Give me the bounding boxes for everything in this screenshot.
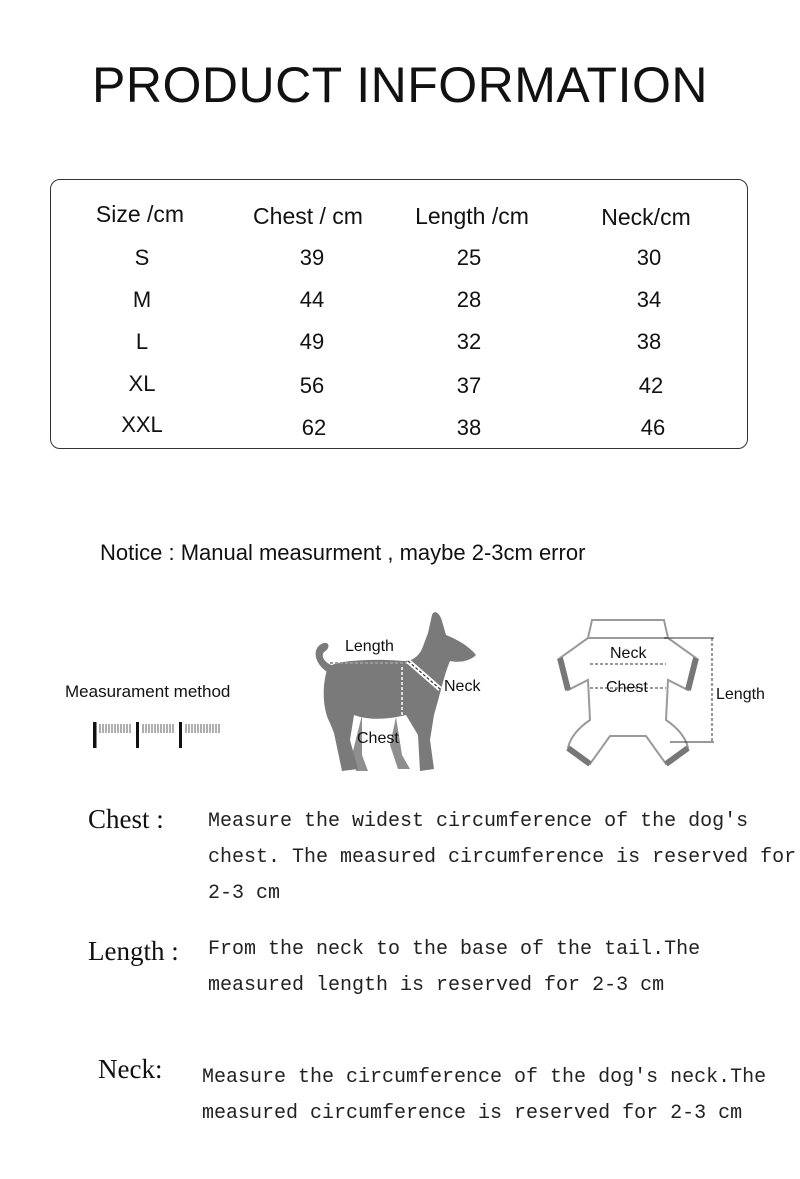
instruction-line: chest. The measured circumference is reserved for <box>208 846 797 869</box>
dog-length-label: Length <box>345 638 394 655</box>
instruction-line: measured length is reserved for 2-3 cm <box>208 974 665 997</box>
header-size: Size /cm <box>95 201 185 227</box>
instruction-desc-chest <box>208 804 796 912</box>
size-table <box>50 179 748 449</box>
cell-size: XL <box>128 371 156 396</box>
cell-neck: 46 <box>640 415 666 440</box>
instruction-term-chest: Chest : <box>88 804 164 834</box>
cell-neck: 38 <box>636 329 662 354</box>
instruction-line: measured circumference is reserved for 2-3 cm <box>202 1102 743 1125</box>
instruction-line: Measure the widest circumference of the dog's <box>208 810 749 833</box>
cell-length: 28 <box>456 287 482 312</box>
cell-length: 25 <box>456 245 482 270</box>
instruction-desc-length <box>208 932 700 1004</box>
cell-size: L <box>135 329 149 354</box>
header-length: Length /cm <box>415 203 529 229</box>
cell-neck: 30 <box>636 245 662 270</box>
cell-chest: 44 <box>299 287 325 312</box>
measurement-method-label: Measurament method <box>65 682 231 701</box>
dog-chest-label: Chest <box>357 730 399 747</box>
instruction-line: Measure the circumference of the dog's neck.The <box>202 1066 767 1089</box>
instruction-term-neck: Neck: <box>98 1054 163 1084</box>
instruction-term-length: Length : <box>88 936 179 966</box>
dog-diagram <box>300 605 500 777</box>
cell-chest: 56 <box>299 373 325 398</box>
measurement-notice: Notice : Manual measurment , maybe 2-3cm error <box>100 540 586 565</box>
dog-neck-label: Neck <box>444 678 481 695</box>
cell-neck: 34 <box>636 287 662 312</box>
cell-length: 38 <box>456 415 482 440</box>
header-chest: Chest / cm <box>253 203 363 229</box>
shirt-length-label: Length <box>716 686 765 703</box>
shirt-diagram <box>540 610 780 780</box>
cell-size: S <box>134 245 150 270</box>
tape-measure-icon <box>90 722 225 752</box>
instruction-desc-neck <box>202 1060 766 1132</box>
instruction-line: From the neck to the base of the tail.The <box>208 938 701 961</box>
shirt-chest-label: Chest <box>606 679 648 696</box>
header-neck: Neck/cm <box>601 204 691 230</box>
cell-length: 37 <box>456 373 482 398</box>
cell-size: M <box>132 287 152 312</box>
cell-length: 32 <box>456 329 482 354</box>
cell-size: XXL <box>121 412 163 437</box>
cell-neck: 42 <box>638 373 664 398</box>
cell-chest: 62 <box>301 415 327 440</box>
page-title: PRODUCT INFORMATION <box>92 57 708 113</box>
shirt-neck-label: Neck <box>610 645 647 662</box>
cell-chest: 49 <box>299 329 325 354</box>
instruction-line: 2-3 cm <box>208 882 281 905</box>
cell-chest: 39 <box>299 245 325 270</box>
